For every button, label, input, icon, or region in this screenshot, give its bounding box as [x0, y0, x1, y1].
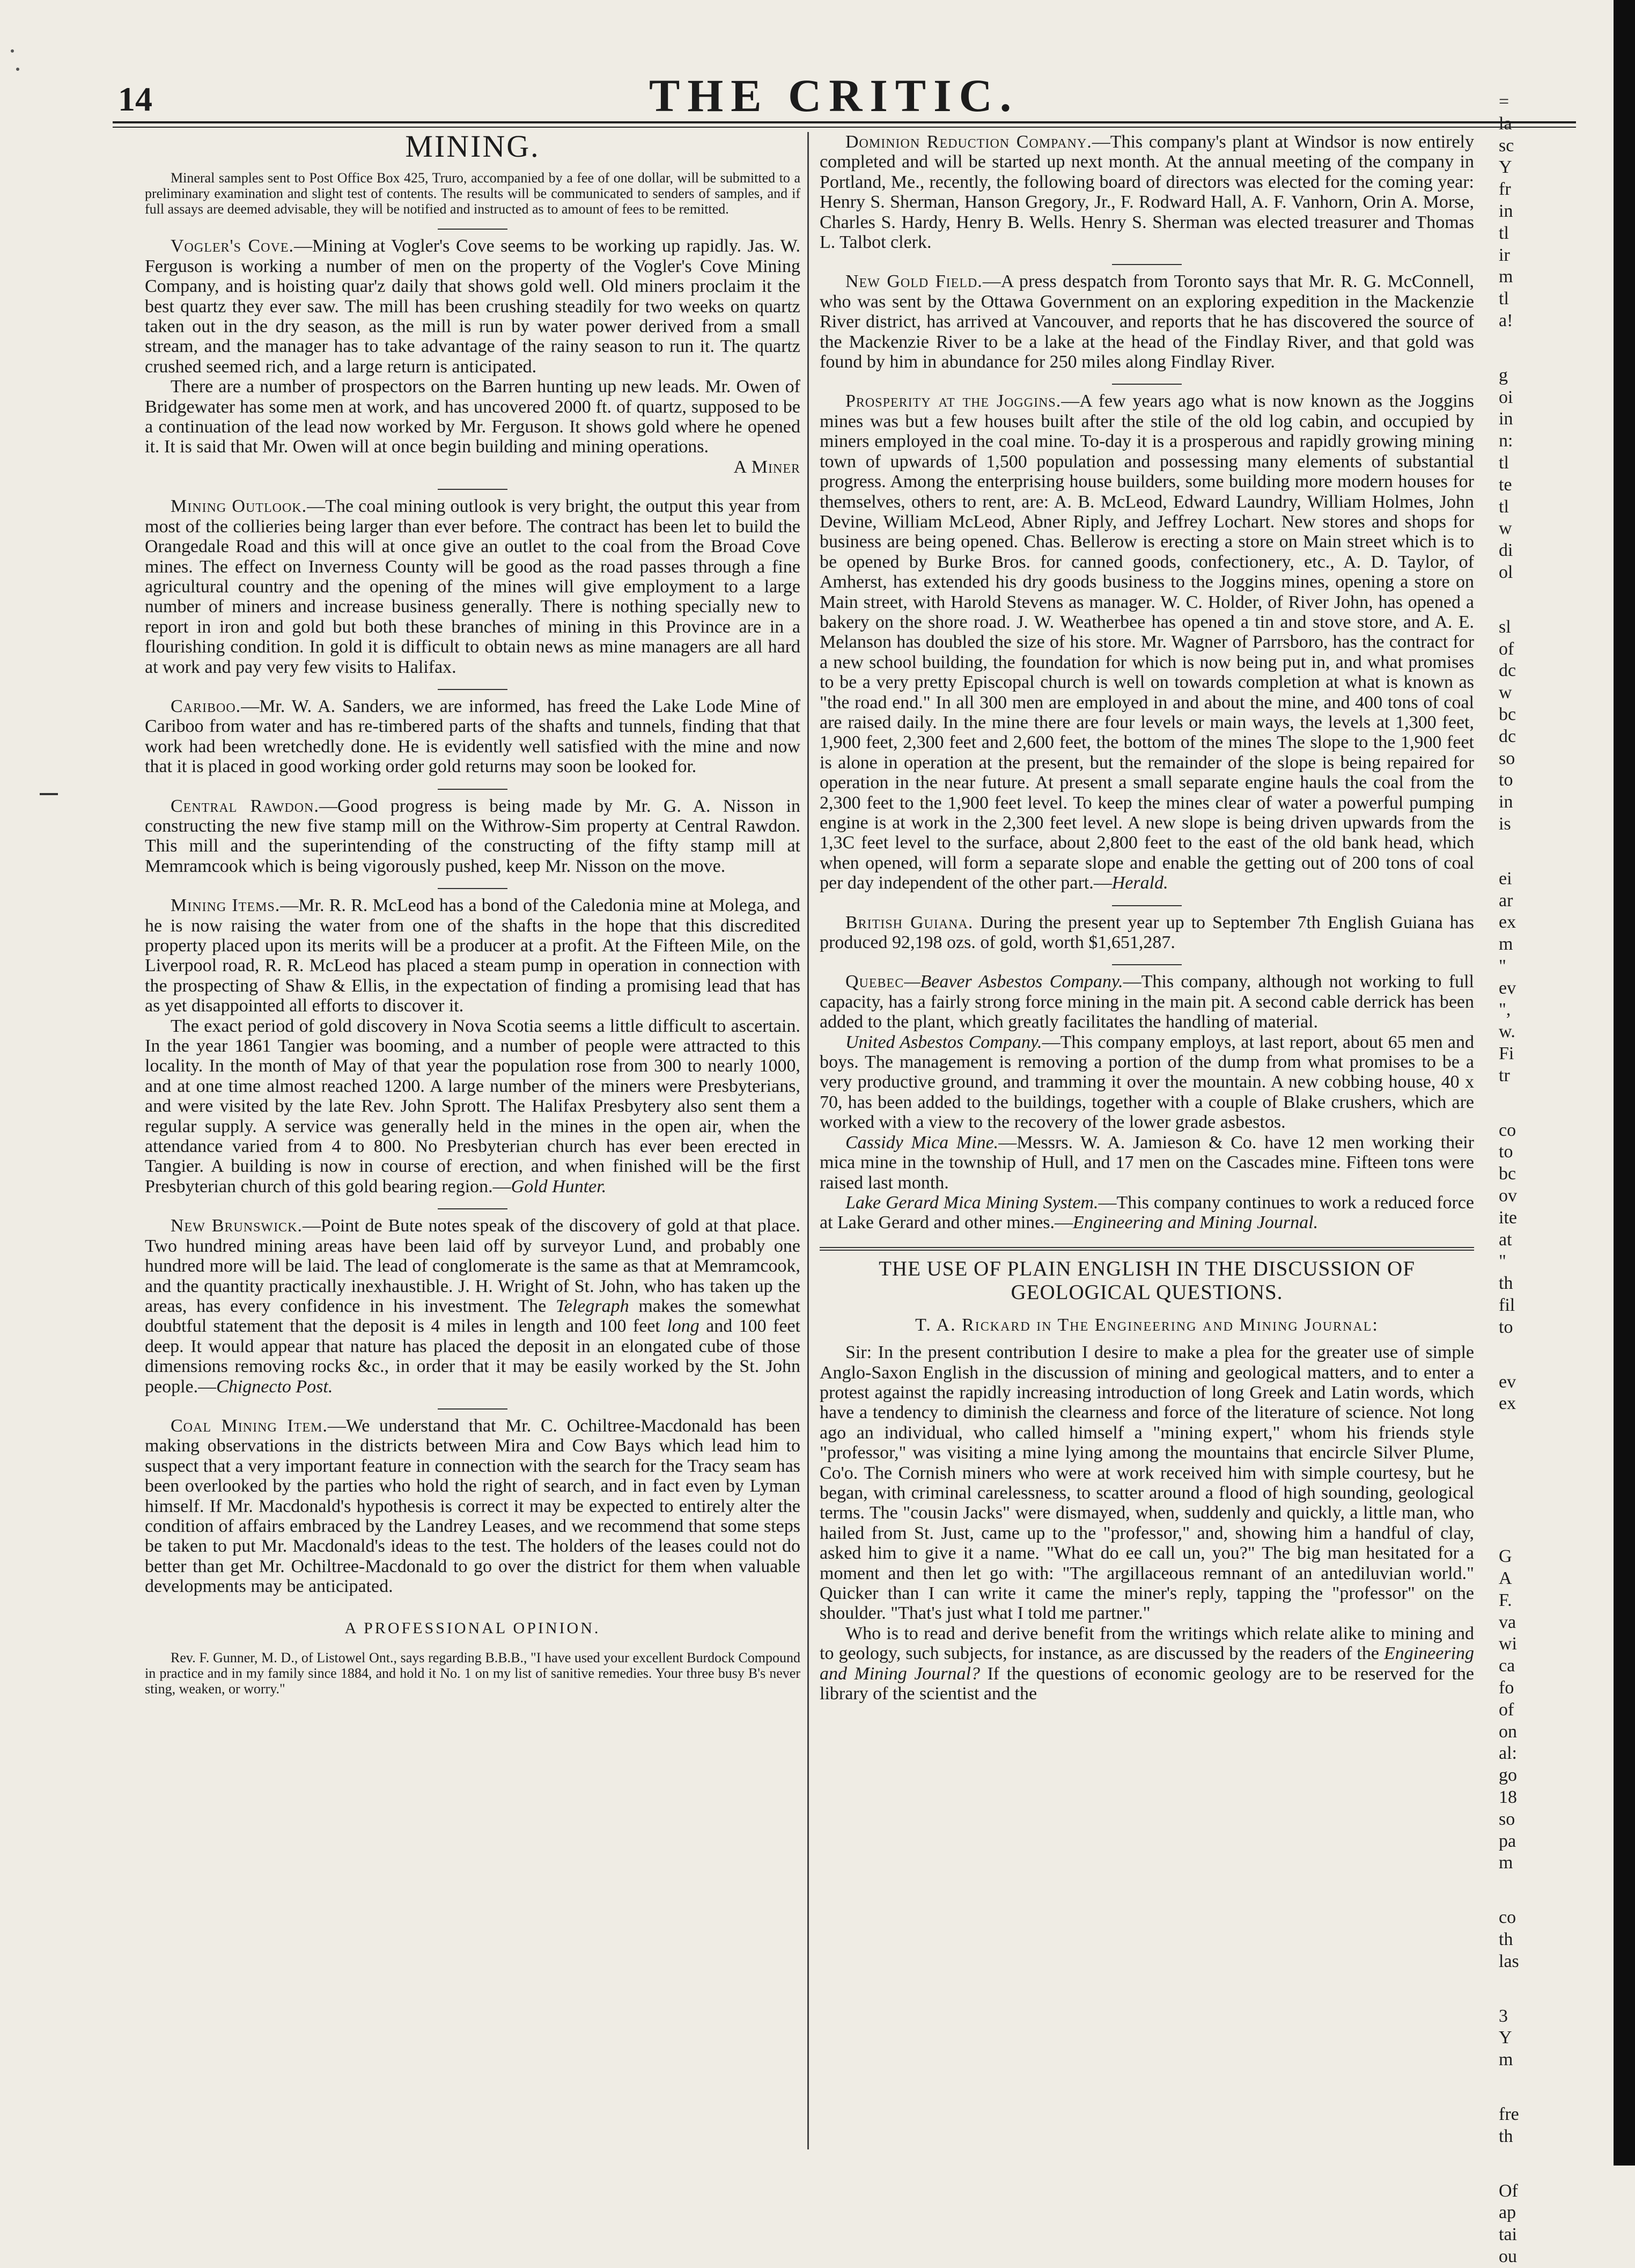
edge-fragment: pa: [1499, 1831, 1516, 1851]
column-divider: [807, 132, 809, 2149]
separator: [1112, 964, 1182, 965]
edge-fragment: m: [1499, 1853, 1513, 1873]
separator: [438, 1408, 507, 1410]
edge-fragment: ou: [1499, 2246, 1517, 2266]
essay-byline: T. A. Rickard in The Engineering and Mining Journal:: [915, 1315, 1379, 1335]
edge-fragment: a!: [1499, 310, 1513, 331]
edge-fragment: ca: [1499, 1656, 1515, 1676]
separator: [438, 789, 507, 790]
article-voglers-cove: Vogler's Cove.—Mining at Vogler's Cove seems to be working up rapidly. Jas. W. Ferguson is working a number of men on the property of the Vogler's Cove Mining Company, and is hoisting quar'z daily that shows gold well. Old miners proclaim it the best quartz they ever saw. The mill has been crushing steadily for two weeks on quartz taken out in the dry season, as the mill is run by water power derived from a small stream, and the manager has to take advantage of the rainy season to run it. The quartz crushed seemed rich, and a large return is anticipated.: [145, 236, 800, 377]
edge-fragment: co: [1499, 1907, 1516, 1928]
edge-fragment: va: [1499, 1612, 1516, 1632]
margin-mark: [40, 793, 58, 795]
advertisement-heading: A PROFESSIONAL OPINION.: [344, 1619, 601, 1637]
adjacent-page-fragments: [1499, 91, 1606, 2268]
edge-fragment: ir: [1499, 245, 1510, 265]
edge-fragment: on: [1499, 1721, 1517, 1742]
edge-fragment: [1499, 835, 1606, 868]
edge-fragment: co: [1499, 1120, 1516, 1140]
header-rule: [113, 121, 1576, 123]
separator: [1112, 264, 1182, 265]
edge-fragment: ": [1499, 956, 1506, 976]
edge-fragment: ol: [1499, 562, 1513, 582]
edge-fragment: th: [1499, 2126, 1513, 2146]
edge-fragment: wi: [1499, 1634, 1517, 1654]
edge-fragment: [1499, 1513, 1606, 1546]
edge-fragment: so: [1499, 748, 1515, 768]
edge-fragment: dc: [1499, 660, 1516, 681]
article-dominion-reduction: Dominion Reduction Company.—This company's plant at Windsor is now entirely completed and will be started up next month. At the annual meeting of the company in Portland, Me., recently, the following board of directors was elected for the coming year: Henry S. Sherman, Hanson Gregory, Jr., F. Rodward Hall, A. F. Vanhorn, Orin A. Morse, Charles S. Hardy, Henry B. Wells. Henry S. Sherman was elected treasurer and Thomas L. Talbot clerk.: [820, 132, 1474, 253]
edge-fragment: tl: [1499, 452, 1509, 473]
edge-fragment: =: [1499, 92, 1509, 112]
article-lake-gerard: Lake Gerard Mica Mining System.—This company continues to work a reduced force at Lake Gerard and other mines.—Engineering and Mining Journal.: [820, 1192, 1474, 1233]
edge-fragment: sc: [1499, 135, 1514, 156]
mineral-samples-notice: Mineral samples sent to Post Office Box 425, Truro, accompanied by a fee of one dollar, will be submitted to a preliminary examination and slight test of contents. The results will be communicated to senders of samples, and if full assays are deemed advisable, they will be notified and instructed as to amount of fees to be remitted.: [145, 170, 800, 217]
signoff: A Miner: [733, 457, 800, 477]
edge-fragment: ": [1499, 1251, 1506, 1272]
page-number: 14: [118, 80, 152, 118]
edge-fragment: th: [1499, 1929, 1513, 1949]
edge-fragment: w.: [1499, 1022, 1515, 1042]
edge-fragment: g: [1499, 365, 1508, 385]
double-rule: [820, 1247, 1474, 1251]
edge-fragment: di: [1499, 540, 1513, 561]
edge-fragment: in: [1499, 409, 1513, 429]
edge-fragment: to: [1499, 1317, 1513, 1337]
edge-fragment: [1499, 2071, 1606, 2104]
edge-fragment: of: [1499, 638, 1514, 659]
edge-fragment: [1499, 1874, 1606, 1907]
edge-fragment: m: [1499, 2050, 1513, 2070]
edge-fragment: in: [1499, 792, 1513, 812]
edge-fragment: 18: [1499, 1787, 1517, 1807]
edge-fragment: to: [1499, 1142, 1513, 1162]
scan-speck: [16, 68, 19, 71]
edge-fragment: te: [1499, 474, 1512, 495]
article-mining-outlook: Mining Outlook.—The coal mining outlook is very bright, the output this year from most of the collieries being larger than ever before. The contract has been let to build the Orangedale Road and this will at once give an outlet to the coal from the Broad Cove mines. The effect on Inverness County will be good as the road passes through a fine agricultural country and the opening of the mines will give employment to a large number of miners and increase business generally. There is nothing specially new to report in iron and gold but both these branches of mining in this Province are in a flourishing condition. In gold it is difficult to obtain news as mine managers are all hard at work and pay very few visits to Halifax.: [145, 496, 800, 677]
edge-fragment: sl: [1499, 616, 1511, 637]
edge-fragment: tl: [1499, 223, 1509, 243]
edge-fragment: Fi: [1499, 1044, 1514, 1064]
article-cassidy-mica: Cassidy Mica Mine.—Messrs. W. A. Jamieson & Co. have 12 men working their mica mine in the township of Hull, and 17 men on the Cascades mine. Fifteen tons were raised last month.: [820, 1132, 1474, 1193]
edge-fragment: ap: [1499, 2203, 1516, 2223]
edge-fragment: w: [1499, 682, 1512, 703]
edge-fragment: bc: [1499, 704, 1516, 724]
article-new-brunswick: New Brunswick.—Point de Bute notes speak of the discovery of gold at that place. Two hundred mining areas have been laid off by surveyor Lund, and probably one hundred more will be laid. The lead of conglomerate is the same as that at Memramcook, and the quantity practically inexhaustible. J. H. Wright of St. John, who has taken up the areas, has every confidence in his investment. The Telegraph makes the somewhat doubtful statement that the deposit is 4 miles in length and 100 feet long and 100 feet deep. It would appear that nature has placed the deposit in an elongated cube of those dimensions removing rocks &c., in order that it may be easily worked by the St. John people.—Chignecto Post.: [145, 1216, 801, 1397]
essay-heading: THE USE OF PLAIN ENGLISH IN THE DISCUSSION OF GEOLOGICAL QUESTIONS.: [879, 1257, 1415, 1304]
edge-fragment: al:: [1499, 1743, 1517, 1764]
scan-speck: [11, 49, 14, 53]
scan-edge-bar: [1614, 0, 1635, 2166]
essay-paragraph-1: Sir: In the present contribution I desire to make a plea for the greater use of simple Anglo-Saxon English in the discussion of mining and geological matters, and to enter a protest against the rapidly increasing introduction of long Greek and Latin words, which have a tendency to diminish the clearness and force of the literature of science. Not long ago an individual, who called himself a "mining expert," whom his friends style "professor," was visiting a mine lying among the mountains that encircle Silver Plume, Co'o. The Cornish miners who were at work received him with simple courtesy, but he began, with criminal carelessness, to scatter around a flood of high sounding, geological terms. The "cousin Jacks" were dismayed, when, suddenly and quickly, a little man, who hailed from St. Just, came up to the "professor," and, showing him a handful of clay, asked him to give it a name. "What do ee call un, you?" The big man hesitated for a moment and then let go with: "The argillaceous remnant of an antediluvian world." Quicker than I can write it came the miner's reply, tapping the "professor" on the shoulder. "That's just what I told me partner.": [820, 1342, 1474, 1624]
edge-fragment: bc: [1499, 1164, 1516, 1184]
separator: [438, 229, 507, 230]
edge-fragment: G: [1499, 1546, 1512, 1567]
article-new-gold-field: New Gold Field.—A press despatch from Toronto says that Mr. R. G. McConnell, who was sent by the Ottawa Government on an exploring expedition in the Mackenzie River district, has arrived at Vancouver, and reports that he has discovered the source of the Mackenzie River to be a lake at the head of the Findlay River, and that gold was found by him in abundance for 250 miles along Findlay River.: [820, 271, 1474, 372]
separator: [1112, 384, 1182, 385]
edge-fragment: [1499, 1448, 1606, 1480]
edge-fragment: fil: [1499, 1295, 1515, 1316]
edge-fragment: w: [1499, 518, 1512, 539]
advertisement-text: Rev. F. Gunner, M. D., of Listowel Ont., says regarding B.B.B., "I have used your excellent Burdock Compound in practice and in my family since 1884, and hold it No. 1 on my list of sanitive remedies. Your three busy B's never sting, weaken, or worry.": [145, 1650, 800, 1697]
edge-fragment: Y: [1499, 2028, 1512, 2048]
edge-fragment: [1499, 1973, 1606, 2006]
edge-fragment: la: [1499, 113, 1512, 134]
article-joggins: Prosperity at the Joggins.—A few years ago what is now known as the Joggins mines was but a few houses built after the stile of the old log cabin, and occupied by miners employed in the coal mine. To-day it is a prosperous and rapidly growing mining town of upwards of 1,500 population and possessing many elements of substantial progress. Among the enterprising house builders, some building more modern houses for themselves, others to rent, are: A. B. McLeod, Edward Laundry, William Holmes, John Devine, William McLeod, Abner Riply, and Jeffrey Lochart. New stores and shops for business are being opened. Chas. Bellerow is erecting a store on Main street which is to be opened by Burke Bros. for canned goods, confectionery, etc., A. D. Taylor, of Amherst, has extended his dry goods business to the Joggins mines, opening a store on Main street, with Harold Stevens as manager. W. C. Holder, of River John, has opened a bakery on the shore road. J. W. Weatherbee has opened a tin and stove store, and A. E. Melanson has doubled the size of his store. Mr. Wagner of Parrsboro, has the contract for a new school building, the foundation for which is now being put in, and what promises to be a very pretty Episcopal church is well on towards completion at what is known as "the road end." In all 300 men are employed in and about the mine, and 400 tons of coal are raised daily. In the mine there are four levels or main ways, the levels at 1,300 feet, 1,900 feet, 2,300 feet and 2,600 feet, the bottom of the mines The slope to the 1,900 feet is alone in operation at the present, but the remainder of the slope is being repaired for operation in the near future. At present a small separate engine hauls the coal from the 2,300 feet to the 1,900 feet level. To keep the mines clear of water a powerful pumping engine is at work in the 2,300 feet level. A new slope is being driven upwards from the 1,3C feet level to the surface, about 2,800 feet to the east of the old bank head, which when opened, will form a separate slope and enable the getting out of 200 tons of coal per day independent of the other part.—Herald.: [820, 391, 1474, 893]
edge-fragment: tr: [1499, 1065, 1510, 1085]
edge-fragment: oi: [1499, 387, 1513, 407]
edge-fragment: tl: [1499, 496, 1509, 517]
edge-fragment: m: [1499, 267, 1513, 287]
article-mining-items: Mining Items.—Mr. R. R. McLeod has a bond of the Caledonia mine at Molega, and he is now raising the water from one of the shafts in the hope that this discredited property placed upon its merits will be a producer at a profit. At the Fifteen Mile, on the Liverpool road, R. R. McLeod has placed a steam pump in operation in connection with the prospecting of Shaw & Ellis, in the expectation of finding a promising lead that has as yet disappointed all efforts to discover it.: [145, 896, 800, 1016]
edge-fragment: n:: [1499, 431, 1513, 451]
edge-fragment: las: [1499, 1951, 1519, 1971]
article-coal-mining-item: Coal Mining Item.—We understand that Mr. C. Ochiltree-Macdonald has been making observations in the districts between Mira and Cow Bays which lead him to suspect that a very important feature in connection with the search for the Tracy seam has been overlooked by the parties who hold the right of search, and in fact even by Lyman himself. If Mr. Macdonald's hypothesis is correct it may be expected to entirely alter the condition of affairs embraced by the Landrey Leases, and we recommend that some steps be taken to put Mr. Macdonald's ideas to the test. The holders of the leases could not do better than get Mr. Ochiltree-Macdonald to go over the district for them when valuable developments may be anticipated.: [145, 1415, 800, 1597]
section-heading: MINING.: [405, 129, 540, 164]
edge-fragment: Y: [1499, 157, 1512, 178]
article-cariboo: Cariboo.—Mr. W. A. Sanders, we are informed, has freed the Lake Lode Mine of Cariboo from water and has re-timbered parts of the shafts and tunnels, finding that that work had been wretchedly done. He is evidently well satisfied with the mine and now that it is placed in good working order gold returns may soon be looked for.: [145, 696, 800, 777]
edge-fragment: [1499, 1087, 1606, 1120]
edge-fragment: [1499, 1415, 1606, 1448]
essay-paragraph-2: Who is to read and derive benefit from the writings which relate alike to mining and to geology, such subjects, for instance, as are discussed by the readers of the Engineering and Mining Journal? If the questions of economic geology are to be reserved for the library of the scientist and the: [820, 1623, 1475, 1704]
edge-fragment: fr: [1499, 179, 1511, 200]
edge-fragment: of: [1499, 1699, 1514, 1720]
edge-fragment: ite: [1499, 1207, 1517, 1228]
edge-fragment: dc: [1499, 726, 1516, 746]
edge-fragment: ev: [1499, 978, 1516, 998]
edge-fragment: m: [1499, 934, 1513, 955]
edge-fragment: [1499, 1339, 1606, 1371]
article-central-rawdon: Central Rawdon.—Good progress is being made by Mr. G. A. Nisson in constructing the new five stamp mill on the Withrow-Sim property at Central Rawdon. This mill and the superintending of the constructing of the fifty stamp mill at Memramcook which is being vigorously pushed, keep Mr. Nisson on the move.: [145, 796, 800, 876]
edge-fragment: 3: [1499, 2006, 1508, 2026]
masthead-title: THE CRITIC.: [649, 70, 1019, 121]
edge-fragment: fre: [1499, 2104, 1519, 2124]
edge-fragment: th: [1499, 1273, 1513, 1294]
edge-fragment: F.: [1499, 1590, 1512, 1610]
left-column: [145, 129, 801, 1697]
edge-fragment: ex: [1499, 912, 1516, 933]
separator: [438, 1208, 507, 1209]
article-united-asbestos: United Asbestos Company.—This company employs, at last report, about 65 men and boys. The management is removing a portion of the dump from what promises to be a very productive ground, and tramming it over the mountain. A new cobbing house, 40 x 70, has been added to the buildings, together with a couple of Blake crushers, which are worked with a view to the recovery of the lower grade asbestos.: [820, 1032, 1475, 1133]
edge-fragment: ev: [1499, 1371, 1516, 1392]
edge-fragment: A: [1499, 1568, 1512, 1589]
edge-fragment: so: [1499, 1809, 1515, 1829]
edge-fragment: in: [1499, 201, 1513, 221]
edge-fragment: ar: [1499, 890, 1513, 911]
separator: [438, 689, 507, 690]
article-quebec-asbestos: Quebec—Beaver Asbestos Company.—This company, although not working to full capacity, has a fairly strong force mining in the main pit. A second cable derrick has been added to the plant, which greatly facilitates the handling of material.: [820, 972, 1474, 1032]
separator: [1112, 905, 1182, 906]
edge-fragment: ei: [1499, 868, 1512, 889]
separator: [438, 489, 507, 490]
edge-fragment: is: [1499, 813, 1511, 834]
edge-fragment: at: [1499, 1229, 1512, 1250]
article-voglers-cove-cont: There are a number of prospectors on the Barren hunting up new leads. Mr. Owen of Bridgewater has some men at work, and has uncovered 2000 ft. of quartz, supposed to be a continuation of the lead now worked by Mr. Ferguson. It shows gold where he opened it. It is said that Mr. Owen will at once begin building and mining operations.: [145, 377, 800, 457]
edge-fragment: tai: [1499, 2225, 1517, 2245]
edge-fragment: [1499, 1480, 1606, 1513]
edge-fragment: tl: [1499, 289, 1509, 309]
article-mining-items-cont: The exact period of gold discovery in Nova Scotia seems a little difficult to ascertain. In the year 1861 Tangier was booming, and a number of people were attracted to this locality. In the month of May of that year the population rose from 300 to nearly 1000, and at one time almost reached 1200. A large number of the miners were Presbyterians, and were visited by the late Rev. John Sprott. The Halifax Presbytery also sent them a regular supply. A service was generally held in the mines in the open air, when the attendance varied from 4 to 800. No Presbyterian church has ever been erected in Tangier. A building is now in course of erection, and when finished will be the first Presbyterian church of this gold bearing region.—Gold Hunter.: [145, 1016, 800, 1197]
edge-fragment: Of: [1499, 2181, 1518, 2201]
edge-fragment: go: [1499, 1765, 1517, 1786]
separator: [438, 888, 507, 889]
edge-fragment: [1499, 332, 1606, 365]
right-column: [820, 132, 1474, 1704]
edge-fragment: ex: [1499, 1393, 1516, 1414]
edge-fragment: ",: [1499, 1000, 1511, 1020]
header-rule-thin: [113, 127, 1576, 128]
edge-fragment: [1499, 2148, 1606, 2181]
edge-fragment: to: [1499, 770, 1513, 790]
edge-fragment: fo: [1499, 1678, 1514, 1698]
edge-fragment: [1499, 584, 1606, 616]
edge-fragment: ov: [1499, 1186, 1517, 1206]
article-british-guiana: British Guiana. During the present year up to September 7th English Guiana has produced 92,198 ozs. of gold, worth $1,651,287.: [820, 912, 1475, 953]
